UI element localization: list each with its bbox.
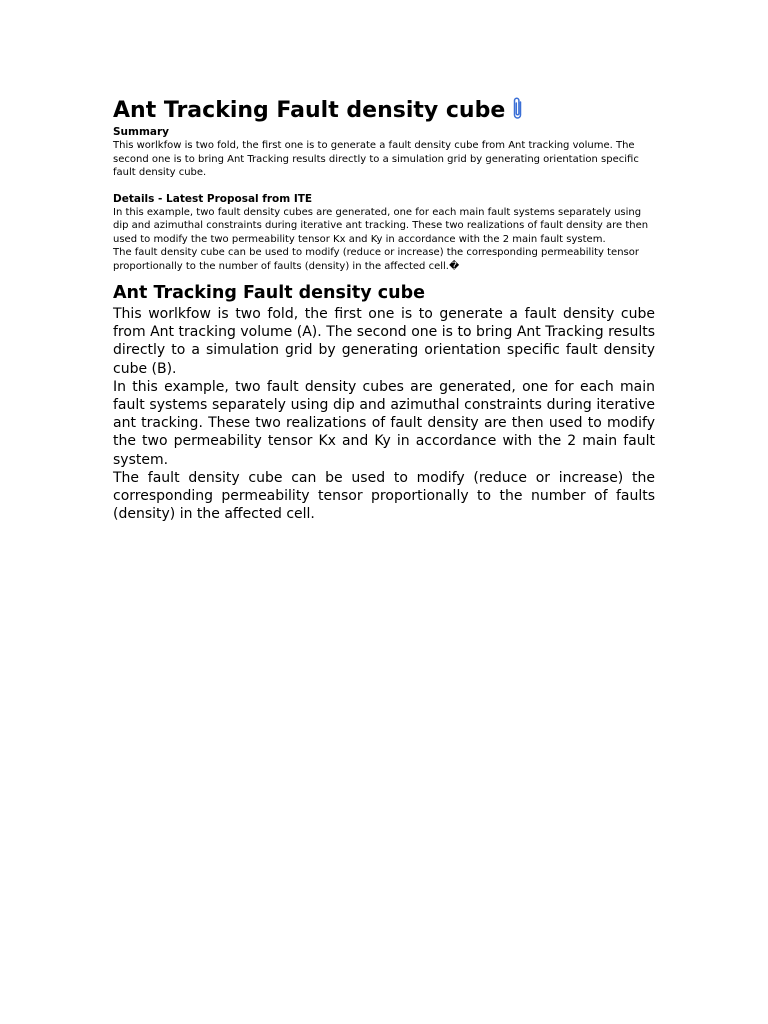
details-paragraph: In this example, two fault density cubes are generated, one for each main fault systems separately using dip and azimuthal constraints during iterative ant tracking. These two realizations of fault density are then used to modify the two permeability tensor Kx and Ky in accordance with the 2 main fault system.: [113, 206, 649, 245]
details-paragraph: The fault density cube can be used to modify (reduce or increase) the corresponding permeability tensor proportionally to the number of faults (density) in the affected cell.�: [113, 247, 639, 272]
section-paragraph: In this example, two fault density cubes are generated, one for each main fault systems separately using dip and azimuthal constraints during iterative ant tracking. These two realizations of fault density are then used to modify the two permeability tensor Kx and Ky in accordance with the 2 main fault system.: [113, 378, 655, 468]
paperclip-icon[interactable]: [511, 96, 525, 122]
document-title: Ant Tracking Fault density cube: [113, 98, 506, 123]
summary-heading: Summary: [113, 126, 170, 138]
section-heading: Ant Tracking Fault density cube: [113, 283, 426, 303]
document-page: [113, 94, 655, 523]
paperclip-icon-graphic: [511, 96, 525, 122]
section-paragraph: The fault density cube can be used to modify (reduce or increase) the corresponding permeability tensor proportionally to the number of faults (density) in the affected cell.: [113, 469, 655, 523]
summary-section: [113, 126, 655, 180]
details-section: [113, 193, 655, 274]
summary-text: This worlkfow is two fold, the first one is to generate a fault density cube from Ant tracking volume. The second one is to bring Ant Tracking results directly to a simulation grid by generating orientation specific fault density cube.: [113, 140, 639, 178]
title-row: [113, 94, 655, 126]
main-section: [113, 281, 655, 523]
details-heading: Details - Latest Proposal from ITE: [113, 192, 313, 205]
section-paragraph: This worlkfow is two fold, the first one is to generate a fault density cube from Ant tracking volume (A). The second one is to bring Ant Tracking results directly to a simulation grid by generating orientation specific fault density cube (B).: [113, 306, 655, 377]
